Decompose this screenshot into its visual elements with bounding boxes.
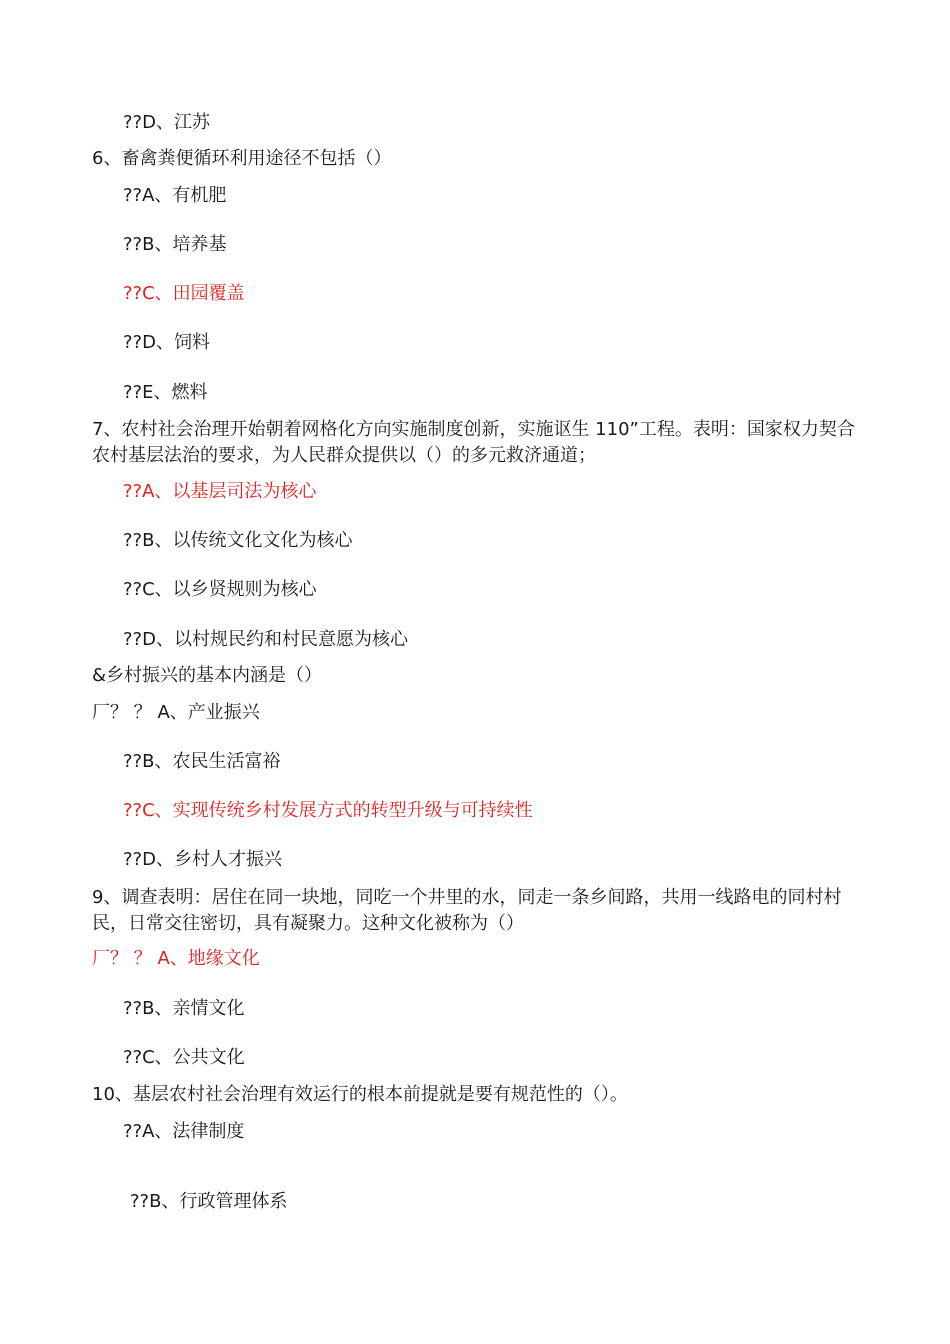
option-e-q6: ??E、燃料	[123, 382, 208, 403]
option-b-q7: ??B、以传统文化文化为核心	[123, 530, 353, 551]
option-a-q9-answer: 厂？ ？ A、地缘文化	[92, 948, 260, 969]
option-c-q8-answer: ??C、实现传统乡村发展方式的转型升级与可持续性	[123, 800, 533, 821]
option-b-q6: ??B、培养基	[123, 234, 227, 255]
question-9: 9、调查表明：居住在同一块地，同吃一个井里的水，同走一条乡间路，共用一线路电的同村村民，日常交往密切，具有凝聚力。这种文化被称为（）	[92, 887, 842, 934]
option-d-q6: ??D、饲料	[123, 332, 210, 353]
option-c-q6-answer: ??C、田园覆盖	[123, 283, 245, 304]
option-a-q6: ??A、有机肥	[123, 185, 227, 206]
option-a-q7-answer: ??A、以基层司法为核心	[123, 481, 317, 502]
option-b-q10: ??B、行政管理体系	[130, 1191, 288, 1212]
option-d-q7: ??D、以村规民约和村民意愿为核心	[123, 629, 408, 650]
option-b-q9: ??B、亲情文化	[123, 998, 245, 1019]
option-d-q8: ??D、乡村人才振兴	[123, 849, 282, 870]
question-7: 7、农村社会治理开始朝着网格化方向实施制度创新，实施讴生 110”工程。表明：国家权力契合农村基层法治的要求，为人民群众提供以（）的多元救济通道；	[92, 419, 855, 466]
question-8: &乡村振兴的基本内涵是（）	[92, 665, 323, 686]
option-a-q8: 厂？ ？ A、产业振兴	[92, 702, 260, 723]
option-d-q5: ??D、江苏	[123, 112, 210, 133]
option-a-q10: ??A、法律制度	[123, 1121, 245, 1142]
question-10: 10、基层农村社会治理有效运行的根本前提就是要有规范性的（）。	[92, 1084, 628, 1105]
question-6: 6、畜禽粪便循环利用途径不包括（）	[92, 148, 392, 169]
option-c-q9: ??C、公共文化	[123, 1047, 245, 1068]
option-c-q7: ??C、以乡贤规则为核心	[123, 579, 317, 600]
option-b-q8: ??B、农民生活富裕	[123, 751, 281, 772]
